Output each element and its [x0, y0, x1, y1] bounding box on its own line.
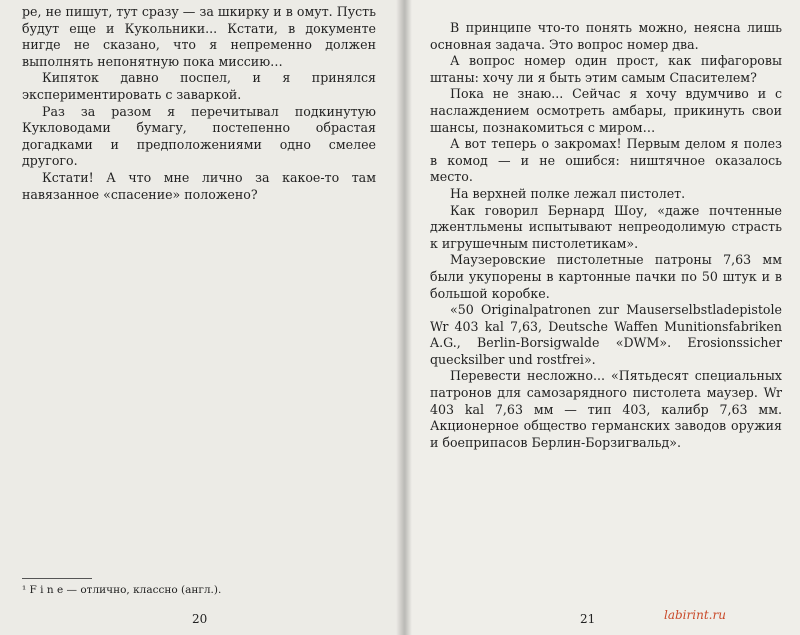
footnote: ¹ F i n e — отлично, классно (англ.).	[22, 584, 222, 596]
paragraph: Кипяток давно поспел, и я принялся экспериментировать с заваркой.	[22, 70, 376, 102]
paragraph: Раз за разом я перечитывал подкинутую Кукловодами бумагу, постепенно обрастая догадками и предположениями одно смелее другого.	[22, 103, 376, 169]
page-number: 21	[580, 612, 596, 626]
paragraph: Как говорил Бернард Шоу, «даже почтенные джентльмены испытывают непреодолимую страсть к игрушечным пистолетикам».	[430, 202, 782, 251]
watermark: labirint.ru	[664, 608, 726, 622]
paragraph: А вот теперь о закромах! Первым делом я полез в комод — и не ошибся: ништячное оказалось место.	[430, 136, 782, 185]
paragraph: А вопрос номер один прост, как пифагоровы штаны: хочу ли я быть этим самым Спасителем?	[430, 53, 782, 85]
page-number: 20	[192, 612, 208, 626]
paragraph: На верхней полке лежал пистолет.	[450, 185, 686, 201]
paragraph: Перевести несложно... «Пятьдесят специальных патронов для самозарядного пистолета маузер. Wr 403 kal 7,63 мм — тип 403, калибр 7,63 мм. Акционерное общество германских заводов оружия и боеприпасов Берлин-Борзигвальд».	[430, 368, 782, 450]
book-gutter	[396, 0, 412, 635]
paragraph: Кстати! А что мне лично за какое-то там навязанное «спасение» положено?	[22, 169, 376, 202]
footnote-rule	[22, 578, 92, 579]
paragraph: «50 Originalpatronen zur Mauserselbstladepistole Wr 403 kal 7,63, Deutsche Waffen Munitionsfabriken A.G., Berlin-Borsigwalde «DWM». Erosionssicher quecksilber und rostfrei».	[430, 302, 782, 367]
right-page	[404, 0, 800, 635]
right-page-text	[430, 20, 782, 451]
paragraph: Маузеровские пистолетные патроны 7,63 мм были укупорены в картонные пачки по 50 штук и в большой коробке.	[430, 252, 782, 301]
paragraph: В принципе что-то понять можно, неясна лишь основная задача. Это вопрос номер два.	[430, 20, 782, 52]
paragraph: Пока не знаю... Сейчас я хочу вдумчиво и с наслаждением осмотреть амбары, прикинуть свои шансы, познакомиться с миром…	[430, 86, 782, 135]
left-page-text	[22, 4, 376, 203]
paragraph: ре, не пишут, тут сразу — за шкирку и в омут. Пусть будут еще и Кукольники... Кстати, в документе нигде не сказано, что я непременно должен выполнять непонятную пока миссию…	[22, 4, 376, 69]
